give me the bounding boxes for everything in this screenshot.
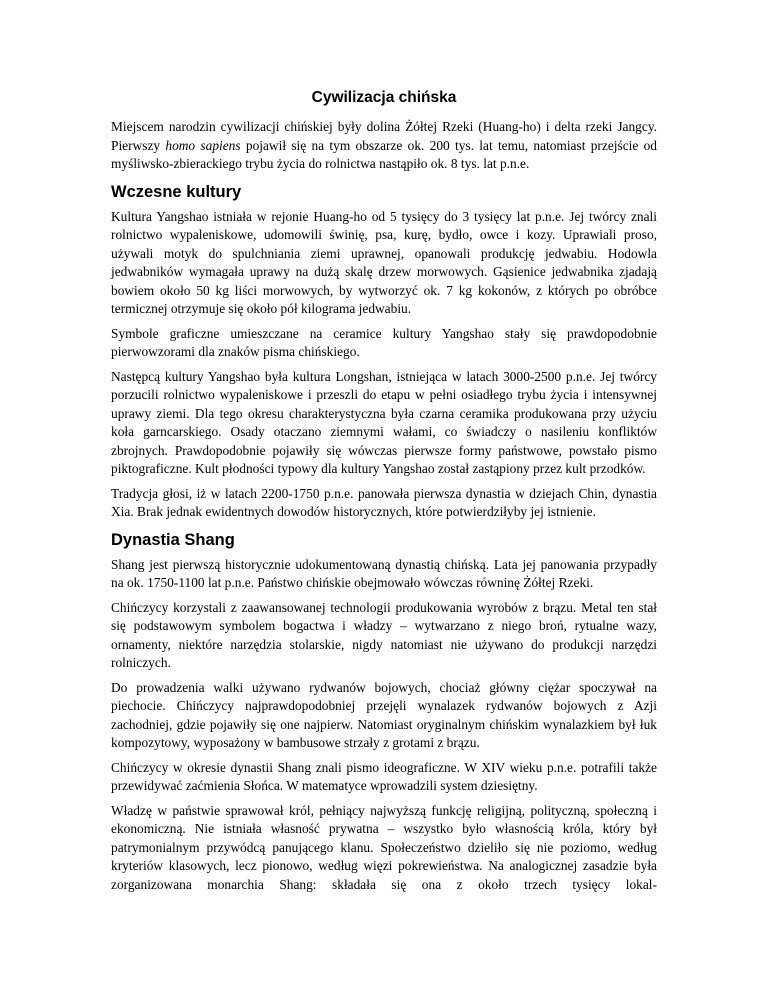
paragraph-yangshao-symbols: Symbole graficzne umieszczane na ceramice kultury Yangshao stały się prawdopodobnie pierwowzorami dla znaków pisma chińskiego. bbox=[111, 325, 657, 359]
paragraph-shang-chariots: Do prowadzenia walki używano rydwanów bojowych, chociaż główny ciężar spoczywał na piechocie. Chińczycy najprawdopodobniej przejęli wynalazek rydwanów bojowych z Azji zachodniej, gdzie pojawiły się one najpierw. Natomiast oryginalnym chińskim wynalazkiem był łuk kompozytowy, wyposażony w bambusowe strzały z grotami z brązu. bbox=[111, 679, 657, 750]
paragraph-xia: Tradycja głosi, iż w latach 2200-1750 p.n.e. panowała pierwsza dynastia w dziejach Chin, dynastia Xia. Brak jednak ewidentnych dowodów historycznych, które potwierdziłyby jej istnienie. bbox=[111, 485, 657, 519]
paragraph-shang-power: Władzę w państwie sprawował król, pełniący najwyższą funkcję religijną, polityczną, społeczną i ekonomiczną. Nie istniała własność prywatna – wszystko było własnością króla, który był patrymonialnym przywódcą panującego klanu. Społeczeństwo dzieliło się nie poziomo, według kryteriów klasowych, lecz pionowo, według więzi pokrewieństwa. Na analogicznej zasadzie była zorganizowana monarchia Shang: składała się ona z około trzech tysięcy lokal- bbox=[111, 802, 657, 892]
document-title: Cywilizacja chińska bbox=[311, 89, 457, 106]
paragraph-yangshao: Kultura Yangshao istniała w rejonie Huang-ho od 5 tysięcy do 3 tysięcy lat p.n.e. Jej twórcy znali rolnictwo wypaleniskowe, udomowili świnię, psa, kurę, bydło, owce i kozy. Uprawiali proso, używali motyk do spulchniania ziemi uprawnej, opanowali produkcję jedwabiu. Hodowla jedwabników wymagała uprawy na dużą skalę drzew morwowych. Gąsienice jedwabnika zjadają bowiem około 50 kg liści morwowych, by wytworzyć ok. 7 kg kokonów, z których po obróbce termicznej otrzymuje się około pół kilograma jedwabiu. bbox=[111, 208, 657, 316]
intro-italic-term: homo sapiens bbox=[165, 137, 241, 153]
intro-paragraph bbox=[111, 118, 657, 174]
section-heading-shang: Dynastia Shang bbox=[111, 530, 235, 549]
section-heading-early-cultures: Wczesne kultury bbox=[111, 182, 242, 201]
paragraph-shang-intro: Shang jest pierwszą historycznie udokumentowaną dynastią chińską. Lata jej panowania przypadły na ok. 1750-1100 lat p.n.e. Państwo chińskie obejmowało wówczas równinę Żółtej Rzeki. bbox=[111, 556, 657, 590]
paragraph-shang-bronze: Chińczycy korzystali z zaawansowanej technologii produkowania wyrobów z brązu. Metal ten stał się podstawowym symbolem bogactwa i władzy – wytwarzano z niego broń, rytualne wazy, ornamenty, niektóre narzędzia stolarskie, nigdy natomiast nie używano do produkcji narzędzi rolniczych. bbox=[111, 599, 657, 670]
paragraph-shang-writing: Chińczycy w okresie dynastii Shang znali pismo ideograficzne. W XIV wieku p.n.e. potrafili także przewidywać zaćmienia Słońca. W matematyce wprowadzili system dziesiętny. bbox=[111, 759, 657, 793]
paragraph-longshan: Następcą kultury Yangshao była kultura Longshan, istniejąca w latach 3000-2500 p.n.e. Jej twórcy porzucili rolnictwo wypaleniskowe i przeszli do etapu w pełni osiadłego trybu życia i intensywnej uprawy ziemi. Dla tego okresu charakterystyczna była czarna ceramika produkowana przy użyciu koła garncarskiego. Osady otaczano ziemnymi wałami, co świadczy o nasileniu konfliktów zbrojnych. Prawdopodobnie pojawiły się wówczas pierwsze formy państwowe, powstało pismo piktograficzne. Kult płodności typowy dla kultury Yangshao został zastąpiony przez kult przodków. bbox=[111, 368, 657, 476]
document-page bbox=[111, 82, 657, 900]
intro-text-start: Miejscem narodzin cywilizacji chińskiej były dolina Żółtej Rzeki (Huang-ho) i delta rzeki Jangcy. Pierwszy bbox=[111, 119, 657, 153]
intro-text-end: pojawił się na tym obszarze ok. 200 tys. lat temu, natomiast przejście od myśliwsko-zbierackiego trybu życia do rolnictwa nastąpiło ok. 8 tys. lat p.n.e. bbox=[111, 137, 657, 171]
